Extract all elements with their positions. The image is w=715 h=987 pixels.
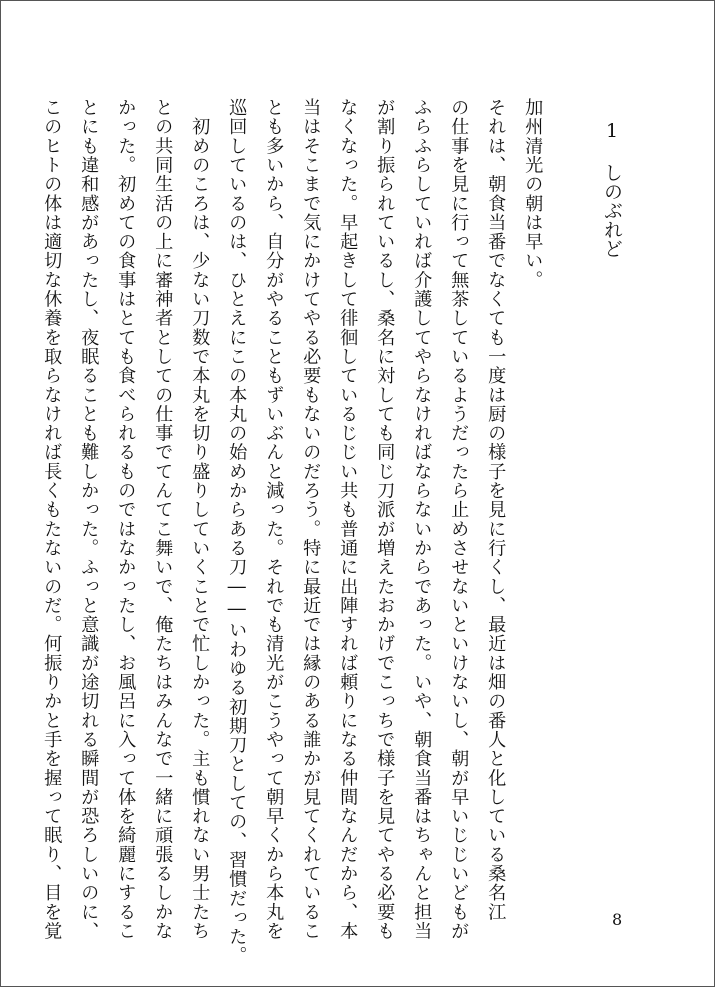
text-line: 巡回しているのは、ひとえにこの本丸の始めからある刀――いわゆる初期刀としての、習慣だった。 (226, 98, 248, 966)
text-line: なくなった。早起きして徘徊しているじじい共も普通に出陣すれば頼りになる仲間なんだから、本 (337, 98, 359, 941)
text-line: 当はそこまで気にかけてやる必要もないのだろう。特に最近では縁のある誰かが見てくれているこ (300, 98, 322, 941)
chapter-title: しのぶれど (601, 163, 623, 258)
text-line: の仕事を見に行って無茶しているようだったら止めさせないといけないし、朝が早いじじいどもが (448, 98, 470, 941)
text-line: 加州清光の朝は早い。 (522, 98, 544, 290)
text-line: それは、朝食当番でなくても一度は厨の様子を見に行くし、最近は畑の番人と化している桑名江 (485, 98, 507, 922)
page-number: 8 (612, 910, 623, 929)
text-line: このヒトの体は適切な休養を取らなければ長くもたないのだ。何振りかと手を握って眠り、目を覚 (41, 98, 63, 941)
text-line: との共同生活の上に審神者としての仕事でてんてこ舞いで、俺たちはみんなで一緒に頑張るしかな (152, 98, 174, 941)
text-line: 初めのころは、少ない刀数で本丸を切り盛りしていくことで忙しかった。主も慣れない男士たち (189, 98, 211, 941)
chapter-number: 1 (601, 120, 623, 142)
text-line: とにも違和感があったし、夜眠ることも難しかった。ふっと意識が途切れる瞬間が恐ろしいのに、 (78, 98, 100, 941)
text-line: が割り振られているし、桑名に対しても同じ刀派が増えたおかげでこっちで様子を見てやる必要も (374, 98, 396, 941)
text-line: とも多いから、自分がやることもずいぶんと減った。それでも清光がこうやって朝早くから本丸を (263, 98, 285, 941)
text-line: ふらふらしていれば介護してやらなければならないからであった。いや、朝食当番はちゃんと担当 (411, 98, 433, 941)
text-line: かった。初めての食事はとても食べられるものではなかったし、お風呂に入って体を綺麗にするこ (115, 98, 137, 941)
